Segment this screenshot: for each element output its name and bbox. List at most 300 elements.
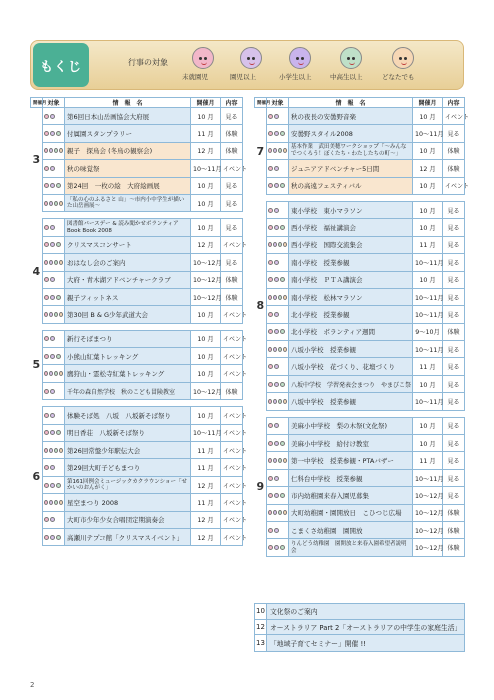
target-face-icon (273, 347, 277, 352)
target-face-icon (44, 413, 49, 418)
table-row[interactable] (31, 476, 243, 493)
target-icons (43, 177, 65, 194)
event-content: 体験 (221, 382, 243, 399)
event-content: 見る (443, 417, 465, 434)
table-row[interactable] (255, 341, 465, 358)
event-date: 10 月 (191, 219, 221, 236)
event-date: 10 月 (191, 306, 221, 323)
event-date: 11 月 (191, 442, 221, 459)
target-icons (43, 160, 65, 177)
target-icons (267, 219, 289, 236)
table-row[interactable] (31, 407, 243, 424)
event-date: 12 月 (191, 511, 221, 528)
target-face-icon (268, 260, 273, 265)
target-face-icon (274, 312, 279, 317)
target-face-icon (49, 500, 53, 505)
target-face-icon (56, 483, 61, 488)
target-icons (267, 160, 289, 177)
event-date: 11 月 (413, 236, 443, 253)
event-content: 見る (221, 219, 243, 236)
table-row[interactable] (255, 271, 465, 288)
event-content: イベント (221, 365, 243, 382)
target-face-icon (44, 354, 49, 359)
target-face-icon (280, 382, 285, 387)
target-face-icon (56, 183, 61, 188)
table-row[interactable] (255, 323, 465, 340)
target-face-icon (59, 371, 63, 376)
target-face-icon (49, 448, 53, 453)
target-face-icon (44, 131, 49, 136)
table-row[interactable] (255, 160, 465, 177)
table-row[interactable] (255, 358, 465, 375)
target-icons (43, 494, 65, 511)
event-date: 11 月 (413, 358, 443, 375)
group-page-number: 4 (31, 219, 43, 323)
target-face-icon (273, 242, 277, 247)
table-row[interactable] (31, 177, 243, 194)
event-date: 12 月 (413, 160, 443, 177)
event-content: 体験 (443, 504, 465, 521)
table-row[interactable] (255, 487, 465, 504)
event-name: 親子 探鳥会 (冬鳥の観察会) (65, 142, 191, 159)
event-name: 美麻小中学校 梨の木祭(文化祭) (289, 417, 413, 434)
target-face-icon (340, 47, 362, 69)
target-icons (43, 382, 65, 399)
target-icons (43, 271, 65, 288)
event-date: 10〜11月 (413, 393, 443, 410)
table-row[interactable] (31, 254, 243, 271)
target-icons (43, 142, 65, 159)
table-row[interactable] (31, 271, 243, 288)
target-face-icon (59, 201, 63, 206)
target-face-icon (50, 413, 55, 418)
col-date: 開催月 (413, 98, 443, 108)
table-row[interactable] (31, 306, 243, 323)
table-row[interactable] (255, 375, 465, 392)
extra-item[interactable]: 13 「地域子育てセミナー」開催 !! (255, 635, 464, 651)
event-date: 10〜12月 (413, 539, 443, 556)
target-face-icon (273, 399, 277, 404)
target-face-icon (44, 336, 49, 341)
target-icons (43, 476, 65, 493)
event-name: 八坂中学校 学習発表会まつり やまびこ祭 (289, 375, 413, 392)
table-row[interactable] (31, 442, 243, 459)
col-month: 開催月 (31, 98, 43, 108)
target-face-icon (44, 500, 48, 505)
event-name: 小熊山紅葉トレッキング (65, 348, 191, 365)
event-content: 体験 (221, 271, 243, 288)
target-face-icon (274, 166, 279, 171)
target-icons (43, 194, 65, 211)
event-name: 美麻小中学校 給付け教室 (289, 435, 413, 452)
target-face-icon (44, 389, 49, 394)
target-face-icon (280, 329, 285, 334)
event-date: 9〜10月 (413, 323, 443, 340)
target-face-icon (50, 225, 55, 230)
target-icons (43, 424, 65, 441)
event-content: 体験 (443, 323, 465, 340)
group-page-number: 3 (31, 108, 43, 212)
target-face-icon (278, 510, 282, 515)
target-face-icon (274, 131, 279, 136)
target-face-icon (50, 166, 55, 171)
target-face-icon (280, 183, 285, 188)
event-content: 見る (443, 125, 465, 142)
event-date: 12 月 (191, 528, 221, 545)
event-content: イベント (221, 306, 243, 323)
event-name: 安曇野スタイル2008 (289, 125, 413, 142)
target-icons (267, 452, 289, 469)
event-date: 12 月 (191, 476, 221, 493)
table-row[interactable] (255, 469, 465, 486)
target-icons (267, 271, 289, 288)
target-face-icon (50, 114, 55, 119)
target-face-icon (274, 382, 279, 387)
event-content: イベント (221, 476, 243, 493)
table-row[interactable] (255, 177, 465, 194)
table-row[interactable] (31, 219, 243, 236)
table-row[interactable] (31, 348, 243, 365)
event-date: 10〜12月 (191, 382, 221, 399)
table-row[interactable] (31, 288, 243, 305)
target-face-icon (268, 225, 273, 230)
table-row[interactable] (31, 108, 243, 125)
event-content: イベント (221, 511, 243, 528)
event-date: 10 月 (191, 330, 221, 347)
target-face-icon (44, 371, 48, 376)
target-face-icon (268, 329, 273, 334)
target-face-icon (274, 183, 279, 188)
table-row[interactable] (31, 382, 243, 399)
event-content: 見る (443, 219, 465, 236)
target-icons (267, 504, 289, 521)
event-content: 見る (443, 271, 465, 288)
target-icons (267, 125, 289, 142)
event-content: 見る (443, 469, 465, 486)
event-content: イベント (443, 177, 465, 194)
target-face-icon (50, 465, 55, 470)
target-face-icon (44, 166, 49, 171)
target-icons (43, 288, 65, 305)
target-label: 行事の対象 (128, 58, 168, 67)
group-page-number: 7 (255, 108, 267, 195)
event-name: 仁科台中学校 授業参観 (289, 469, 413, 486)
table-row[interactable] (31, 160, 243, 177)
target-face-icon (50, 354, 55, 359)
table-row[interactable] (31, 511, 243, 528)
event-date: 10 月 (413, 201, 443, 218)
table-row[interactable] (255, 201, 465, 218)
target-face-icon (49, 312, 53, 317)
col-name: 情 報 名 (289, 98, 413, 108)
event-content: 体験 (443, 142, 465, 159)
target-face-icon (273, 458, 277, 463)
table-row[interactable] (31, 142, 243, 159)
event-content: イベント (221, 494, 243, 511)
target-icons (43, 236, 65, 253)
event-date: 10 月 (413, 435, 443, 452)
extra-item[interactable]: 12 オーストラリア Part 2「オーストラリアの中学生の家庭生活」 (255, 620, 464, 636)
target-icons (267, 539, 289, 556)
event-name: 鷹狩山・霊松寺紅葉トレッキング (65, 365, 191, 382)
event-name: 千年の森自然学校 秋のこども冒険教室 (65, 382, 191, 399)
target-face-icon (268, 364, 273, 369)
event-content: 見る (443, 358, 465, 375)
event-date: 10 月 (413, 219, 443, 236)
target-face-icon (44, 448, 48, 453)
target-icons (267, 323, 289, 340)
target-face-icon (49, 260, 53, 265)
target-face-icon (49, 201, 53, 206)
target-face-icon (56, 354, 61, 359)
event-name: 第30回 B & G少年武道大会 (65, 306, 191, 323)
event-content: イベント (221, 459, 243, 476)
target-icons (43, 511, 65, 528)
table-row[interactable] (255, 539, 465, 556)
event-date: 10 月 (191, 177, 221, 194)
table-row[interactable] (31, 528, 243, 545)
table-row[interactable] (31, 494, 243, 511)
target-face-icon (280, 441, 285, 446)
target-face-icon (268, 131, 273, 136)
event-name: 高瀬川テプコ館「クリスマスイベント」 (65, 528, 191, 545)
event-date: 10〜12月 (191, 254, 221, 271)
col-month: 開催月 (255, 98, 267, 108)
event-name: 第29回大町子どもまつり (65, 459, 191, 476)
target-face-icon (44, 430, 49, 435)
target-face-icon (192, 47, 214, 69)
event-name: 秋の高遠フェスティバル (289, 177, 413, 194)
target-face-icon (50, 131, 55, 136)
target-face-icon (268, 545, 273, 550)
event-date: 10〜12月 (191, 288, 221, 305)
target-icons (267, 435, 289, 452)
target-face-icon (274, 277, 279, 282)
target-face-icon (283, 510, 287, 515)
target-face-icon (54, 148, 58, 153)
target-face-icon (278, 148, 282, 153)
table-row[interactable] (255, 125, 465, 142)
event-date: 10〜11月 (191, 424, 221, 441)
event-date: 11 月 (191, 494, 221, 511)
target-face-icon (289, 47, 311, 69)
target-face-icon (274, 441, 279, 446)
event-name: 新行そばまつり (65, 330, 191, 347)
target-face-icon (56, 295, 61, 300)
event-name: 西小学校 福祉講演会 (289, 219, 413, 236)
target-face-icon (44, 535, 49, 540)
target-face-icon (268, 347, 272, 352)
target-face-icon (280, 225, 285, 230)
target-face-icon (268, 114, 273, 119)
event-name: りんどう幼稚園 園開放と来春入園希望者説明会 (289, 539, 413, 556)
table-row[interactable] (255, 393, 465, 410)
table-row[interactable] (31, 424, 243, 441)
event-content: イベント (221, 407, 243, 424)
target-label-3: 中高生以上 (330, 73, 363, 81)
target-face-icon (280, 493, 285, 498)
table-row[interactable] (31, 330, 243, 347)
target-face-icon (268, 458, 272, 463)
event-name: 第24回 一枚の絵 大府絵画展 (65, 177, 191, 194)
event-content: 見る (443, 435, 465, 452)
target-face-icon (278, 399, 282, 404)
table-row[interactable] (255, 417, 465, 434)
target-face-icon (59, 448, 63, 453)
target-face-icon (268, 277, 273, 282)
target-face-icon (59, 148, 63, 153)
event-name: 親子フィットネス (65, 288, 191, 305)
col-content: 内容 (443, 98, 465, 108)
target-face-icon (54, 312, 58, 317)
event-date: 10〜11月 (413, 254, 443, 271)
target-icons (267, 142, 289, 159)
target-face-icon (283, 458, 287, 463)
event-date: 10〜11月 (413, 341, 443, 358)
event-date: 10 月 (413, 177, 443, 194)
event-content: イベント (221, 160, 243, 177)
event-name: 第26回常盤少年駅伝大会 (65, 442, 191, 459)
extra-item[interactable]: 10 文化祭のご案内 (255, 604, 464, 620)
target-face-icon (274, 114, 279, 119)
target-face-icon (44, 483, 49, 488)
table-row[interactable] (31, 194, 243, 211)
target-face-icon (283, 295, 287, 300)
table-row[interactable] (31, 236, 243, 253)
event-date: 10 月 (191, 194, 221, 211)
target-face-icon (44, 242, 49, 247)
target-face-icon (268, 423, 273, 428)
target-face-icon (50, 430, 55, 435)
target-face-icon (56, 242, 61, 247)
target-face-icon (56, 535, 61, 540)
event-name: 秋の夜長の安曇野音楽 (289, 108, 413, 125)
event-content: 体験 (221, 288, 243, 305)
target-icons (267, 417, 289, 434)
target-face-icon (50, 517, 55, 522)
target-face-icon (273, 510, 277, 515)
target-face-icon (56, 131, 61, 136)
event-content: 見る (221, 194, 243, 211)
group-page-number: 6 (31, 407, 43, 546)
target-face-icon (268, 441, 273, 446)
table-row[interactable] (255, 306, 465, 323)
right-table (254, 97, 470, 557)
col-date: 開催月 (191, 98, 221, 108)
event-content: 見る (443, 487, 465, 504)
col-target: 対象 (43, 98, 65, 108)
target-face-icon (54, 371, 58, 376)
event-content: 見る (443, 341, 465, 358)
event-name: 星空まつり 2008 (65, 494, 191, 511)
target-face-icon (44, 225, 49, 230)
target-face-icon (268, 399, 272, 404)
table-row[interactable] (31, 125, 243, 142)
event-date: 10 月 (191, 365, 221, 382)
event-date: 10〜12月 (413, 487, 443, 504)
table-row[interactable] (255, 236, 465, 253)
table-row[interactable] (255, 108, 465, 125)
target-icons (43, 442, 65, 459)
target-icons (43, 125, 65, 142)
target-icons (267, 306, 289, 323)
table-row[interactable] (31, 459, 243, 476)
group-page-number: 5 (31, 330, 43, 400)
target-icons (43, 407, 65, 424)
target-face-icon (274, 545, 279, 550)
event-content: 見る (443, 306, 465, 323)
event-date: 11 月 (191, 125, 221, 142)
target-face-icon (268, 528, 273, 533)
event-name: 南小学校 ＰＴＡ講演会 (289, 271, 413, 288)
target-face-icon (268, 493, 273, 498)
target-label-2: 小学生以上 (279, 73, 312, 81)
target-icons (267, 521, 289, 538)
event-date: 10〜11月 (413, 306, 443, 323)
event-content: イベント (221, 236, 243, 253)
target-face-icon (268, 148, 272, 153)
event-name: おはなし会のご案内 (65, 254, 191, 271)
group-page-number: 9 (255, 417, 267, 556)
table-row[interactable] (255, 254, 465, 271)
target-face-icon (44, 148, 48, 153)
event-content: 体験 (443, 521, 465, 538)
target-icons (267, 393, 289, 410)
target-icons (267, 254, 289, 271)
target-icons (267, 108, 289, 125)
target-face-icon (392, 47, 414, 69)
table-row[interactable] (255, 435, 465, 452)
target-face-icon (59, 312, 63, 317)
target-face-icon (54, 201, 58, 206)
target-face-icon (44, 312, 48, 317)
target-icons (267, 358, 289, 375)
table-row[interactable] (31, 365, 243, 382)
target-icons (267, 341, 289, 358)
table-row[interactable] (255, 504, 465, 521)
target-face-icon (273, 295, 277, 300)
event-content: 見る (443, 375, 465, 392)
target-face-icon (50, 389, 55, 394)
event-content: イベント (221, 442, 243, 459)
table-row[interactable] (255, 521, 465, 538)
event-name: 北小学校 授業参観 (289, 306, 413, 323)
target-face-icon (50, 277, 55, 282)
target-face-icon (50, 535, 55, 540)
left-table (30, 97, 248, 546)
target-face-icon (274, 260, 279, 265)
event-name: 西小学校 国際交流集会 (289, 236, 413, 253)
target-face-icon (44, 277, 49, 282)
col-content: 内容 (221, 98, 243, 108)
target-face-icon (274, 329, 279, 334)
target-face-icon (44, 201, 48, 206)
target-face-icon (54, 260, 58, 265)
event-name: 付属園スタンプラリー (65, 125, 191, 142)
table-row[interactable] (255, 288, 465, 305)
event-date: 10 月 (413, 271, 443, 288)
event-name: 南小学校 松林マラソン (289, 288, 413, 305)
target-label-1: 園児以上 (230, 73, 256, 81)
table-row[interactable] (255, 219, 465, 236)
target-face-icon (59, 260, 63, 265)
event-name: 南小学校 授業参観 (289, 254, 413, 271)
event-name: 北小学校 ボランティア週間 (289, 323, 413, 340)
target-label-0: 未就園児 (182, 73, 208, 81)
table-row[interactable] (255, 142, 465, 159)
table-row[interactable] (255, 452, 465, 469)
event-content: 見る (221, 254, 243, 271)
